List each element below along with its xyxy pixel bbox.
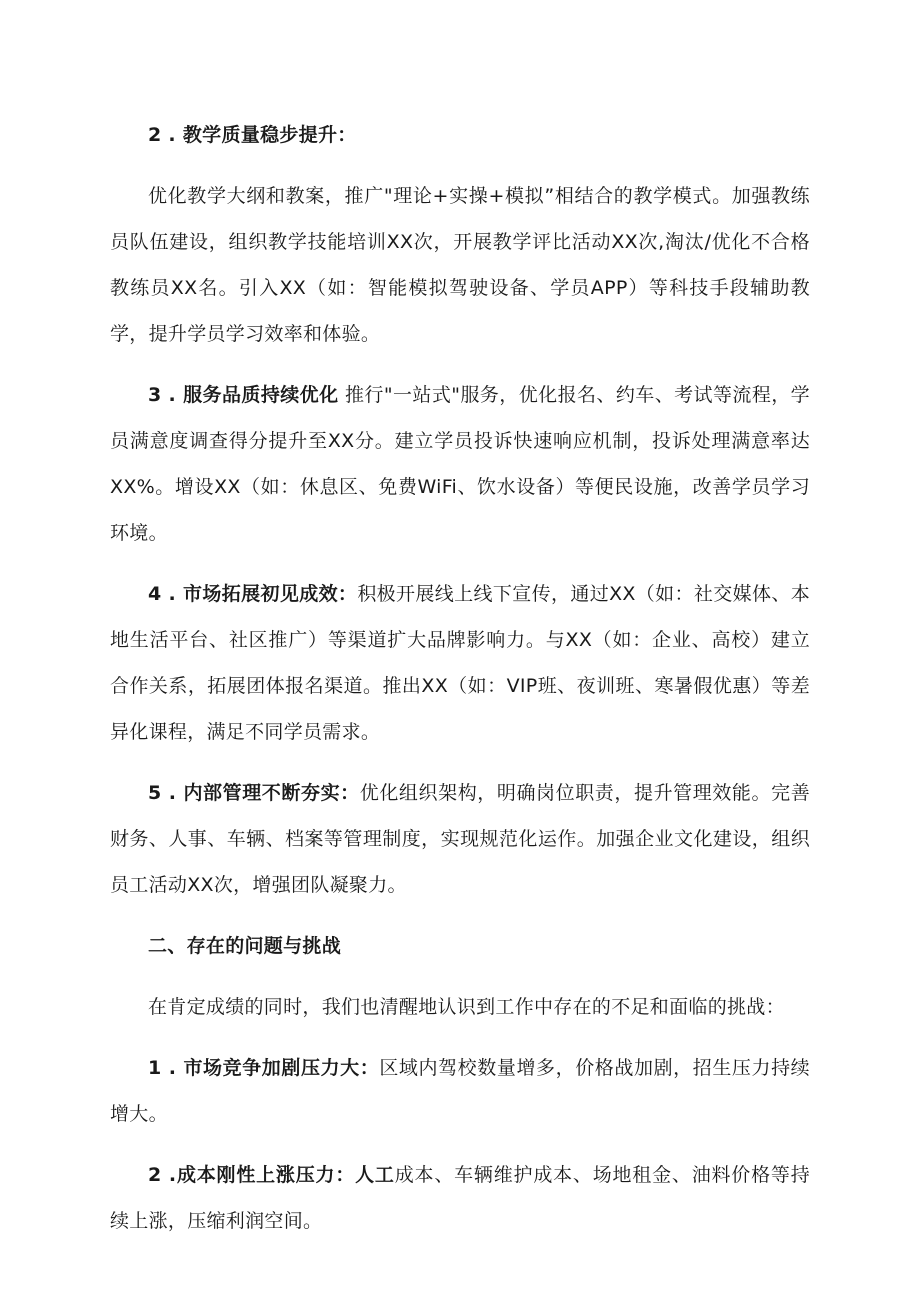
lead-market-expansion: 4 . 市场拓展初见成效： [148,583,358,605]
paragraph-market-expansion [110,571,810,755]
paragraph-internal-management [110,770,810,908]
paragraph-cost-pressure [110,1152,810,1244]
section-heading-problems: 二、存在的问题与挑战 [148,935,342,957]
subheading-teaching-quality: 2 . 教学质量稳步提升： [148,124,357,146]
lead-service-quality: 3 . 服务品质持续优化 [148,384,339,406]
lead-market-competition: 1 . 市场竞争加剧压力大： [148,1057,380,1079]
body-cost-pressure: 成本、车辆维护成本、场地租金、油料价格等持续上涨，压缩利润空间。 [110,1164,810,1232]
body-internal-management: 优化组织架构，明确岗位职责，提升管理效能。完善财务、人事、车辆、档案等管理制度，实现规范化运作。加强企业文化建设，组织员工活动XX次，增强团队凝聚力。 [110,782,810,896]
paragraph-teaching-quality: 优化教学大纲和教案，推广"理论+实操+模拟”相结合的教学模式。加强教练员队伍建设，组织教学技能培训XX次，开展教学评比活动XX次,淘汰/优化不合格教练员XX名。引入XX（如：智能模拟驾驶设备、学员APP）等科技手段辅助教学，提升学员学习效率和体验。 [110,185,810,345]
body-service-quality: 推行"一站式"服务，优化报名、约车、考试等流程，学员满意度调查得分提升至XX分。建立学员投诉快速响应机制，投诉处理满意率达XX%。增设XX（如：休息区、免费WiFi、饮水设备）等便民设施，改善学员学习环境。 [110,384,810,544]
lead-cost-pressure: 2 .成本刚性上涨压力：人工 [148,1164,395,1186]
lead-internal-management: 5 . 内部管理不断夯实： [148,782,360,804]
paragraph-problems-intro: 在肯定成绩的同时，我们也清醒地认识到工作中存在的不足和面临的挑战： [148,996,785,1018]
paragraph-market-competition [110,1045,810,1137]
body-market-expansion: 积极开展线上线下宣传，通过XX（如：社交媒体、本地生活平台、社区推广）等渠道扩大品牌影响力。与XX（如：企业、高校）建立合作关系，拓展团体报名渠道。推出XX（如：VIP班、夜训班、寒暑假优惠）等差异化课程，满足不同学员需求。 [110,583,811,743]
body-market-competition: 区域内驾校数量增多，价格战加剧，招生压力持续增大。 [110,1057,810,1125]
paragraph-service-quality [110,372,810,556]
